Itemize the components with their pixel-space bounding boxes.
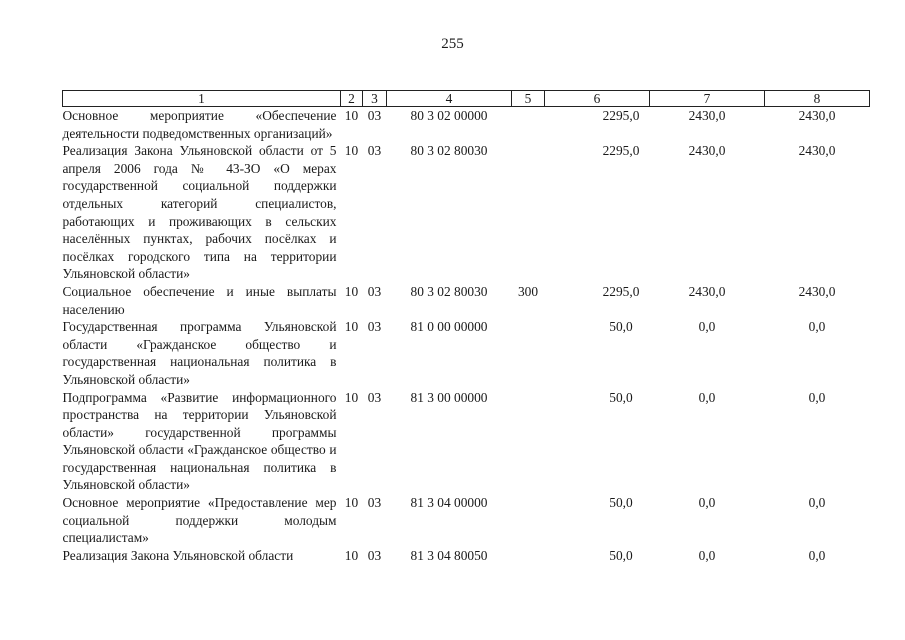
header-col-4: 4 (387, 91, 512, 107)
table-row (63, 547, 870, 565)
row-amount-1: 2295,0 (602, 283, 640, 299)
row-subsection: 03 (367, 108, 382, 123)
row-target-code: 81 0 00 00000 (410, 319, 488, 335)
row-amount-1: 2295,0 (602, 108, 640, 123)
row-target-code: 81 3 04 00000 (410, 495, 488, 511)
row-target-code: 80 3 02 80030 (410, 283, 488, 299)
row-amount-3: 0,0 (808, 389, 826, 405)
row-target-code: 81 3 00 00000 (410, 389, 488, 405)
row-amount-1: 50,0 (609, 319, 633, 335)
row-subsection: 03 (367, 143, 382, 159)
row-amount-1: 50,0 (609, 547, 633, 563)
header-col-3: 3 (363, 91, 387, 107)
table-row (63, 494, 870, 547)
row-name: Социальное обеспечение и иные выплаты населению (62, 283, 337, 317)
row-amount-1: 50,0 (609, 495, 633, 511)
header-col-7: 7 (650, 91, 765, 107)
row-section: 10 (344, 389, 359, 405)
row-subsection: 03 (367, 495, 382, 511)
row-section: 10 (344, 143, 359, 159)
header-col-1: 1 (63, 91, 341, 107)
row-section: 10 (344, 547, 359, 563)
row-amount-1: 2295,0 (602, 143, 640, 159)
row-name: Реализация Закона Ульяновской области от 5 апреля 2006 года № 43-ЗО «О мерах государственной социальной поддержки отдельных категорий специалистов, работающих и проживающих в сельских населённых пунктах, рабочих посёлках и посёлках городского типа на территории Ульяновской области» (62, 143, 337, 282)
row-amount-1: 50,0 (609, 389, 633, 405)
row-amount-3: 2430,0 (798, 108, 836, 123)
page-number: 255 (441, 36, 464, 52)
header-col-8: 8 (765, 91, 870, 107)
row-name: Основное мероприятие «Предоставление мер социальной поддержки молодым специалистам» (62, 495, 337, 546)
row-amount-2: 2430,0 (688, 143, 726, 159)
row-expense-type (512, 547, 545, 565)
row-amount-3: 0,0 (808, 495, 826, 511)
header-col-6: 6 (545, 91, 650, 107)
row-name: Основное мероприятие «Обеспечение деятельности подведомственных организаций» (62, 108, 337, 141)
table-row (63, 283, 870, 318)
row-target-code: 80 3 02 80030 (410, 143, 488, 159)
row-section: 10 (344, 108, 359, 123)
row-name: Государственная программа Ульяновской области «Гражданское общество и государственная национальная политика в Ульяновской области» (62, 319, 337, 387)
row-subsection: 03 (367, 319, 382, 335)
header-col-5: 5 (512, 91, 545, 107)
table-row (63, 389, 870, 495)
row-amount-2: 0,0 (698, 547, 716, 563)
row-section: 10 (344, 283, 359, 299)
row-target-code: 81 3 04 80050 (410, 547, 488, 563)
row-expense-type (512, 389, 545, 495)
row-name: Реализация Закона Ульяновской области (62, 547, 294, 563)
table-row (63, 107, 870, 143)
row-name: Подпрограмма «Развитие информационного пространства на территории Ульяновской области» государственной программы Ульяновской области «Гражданское общество и государственная национальная политика в Ульяновской области» (62, 389, 337, 493)
row-amount-3: 0,0 (808, 547, 826, 563)
row-target-code: 80 3 02 00000 (410, 108, 488, 123)
row-expense-type (512, 318, 545, 388)
row-amount-2: 0,0 (698, 495, 716, 511)
row-expense-type: 300 (517, 283, 539, 299)
row-amount-2: 2430,0 (688, 108, 726, 123)
row-subsection: 03 (367, 547, 382, 563)
row-expense-type (512, 107, 545, 143)
row-amount-2: 0,0 (698, 389, 716, 405)
row-section: 10 (344, 495, 359, 511)
table-row (63, 318, 870, 388)
row-subsection: 03 (367, 389, 382, 405)
row-expense-type (512, 142, 545, 283)
row-amount-2: 2430,0 (688, 283, 726, 299)
row-amount-2: 0,0 (698, 319, 716, 335)
row-amount-3: 2430,0 (798, 143, 836, 159)
row-amount-3: 0,0 (808, 319, 826, 335)
header-col-2: 2 (341, 91, 363, 107)
row-expense-type (512, 494, 545, 547)
row-subsection: 03 (367, 283, 382, 299)
row-amount-3: 2430,0 (798, 283, 836, 299)
header-row (63, 91, 870, 107)
table-row (63, 142, 870, 283)
row-section: 10 (344, 319, 359, 335)
budget-table (62, 90, 870, 564)
